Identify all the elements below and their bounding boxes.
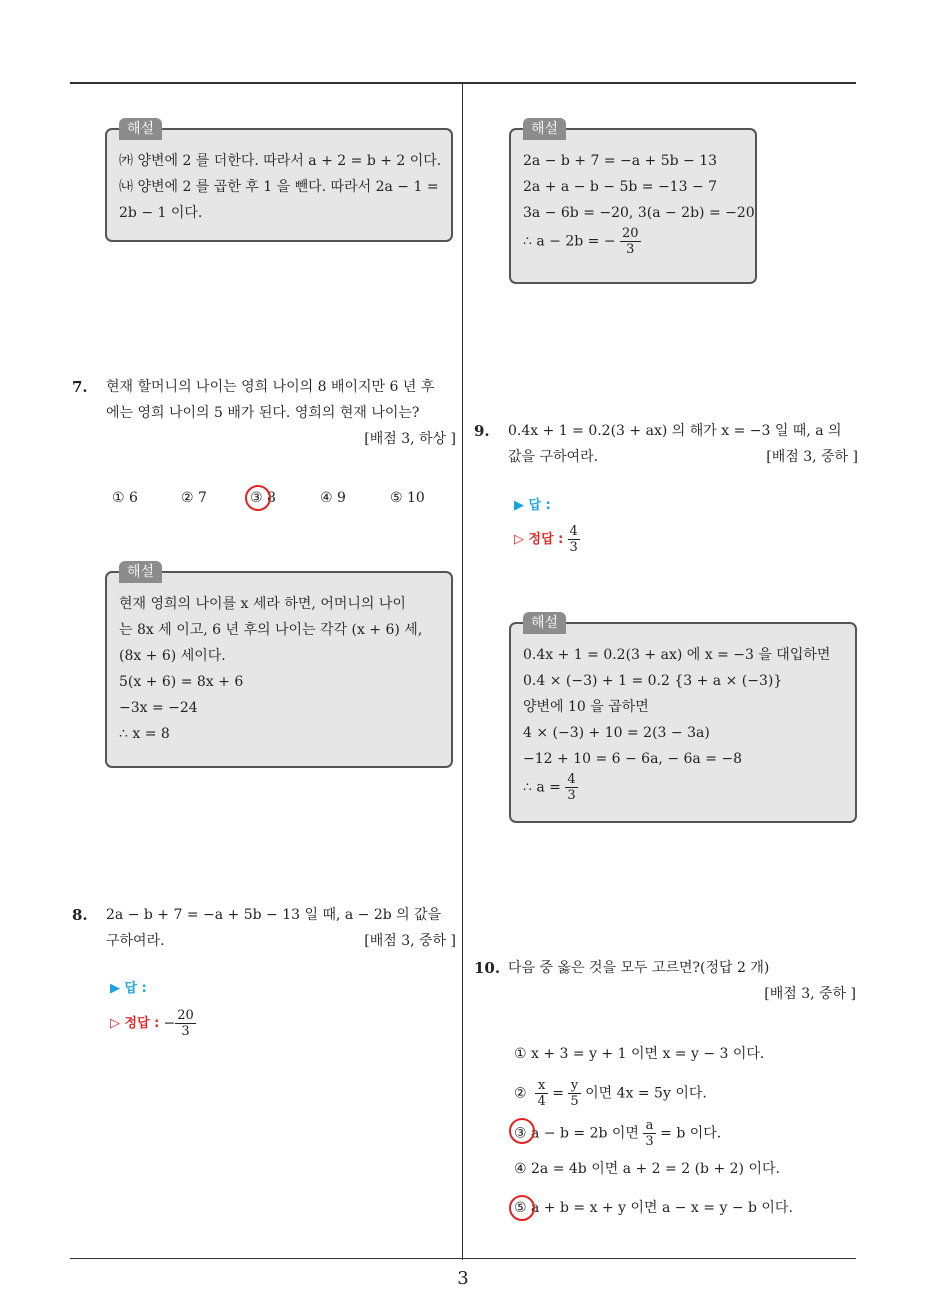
score-label: [배점 3, 중하 ] bbox=[766, 449, 858, 465]
solution-tab: 해설 bbox=[119, 561, 162, 583]
column-divider bbox=[462, 84, 463, 1260]
fraction-denominator: 4 bbox=[537, 1094, 546, 1109]
solution-line: 2a − b + 7 = −a + 5b − 13 bbox=[523, 153, 718, 169]
solution-line-prefix: ∴ a = bbox=[523, 779, 561, 796]
solution-box-6 bbox=[105, 121, 453, 242]
fraction-denominator: 3 bbox=[569, 540, 578, 555]
choice-1[interactable]: ① 6 bbox=[112, 490, 138, 506]
choice-2[interactable]: ② 7 bbox=[181, 490, 207, 506]
fraction-denominator: 3 bbox=[567, 788, 576, 803]
solution-fraction bbox=[620, 226, 641, 257]
solution-line: 양변에 10 을 곱하면 bbox=[523, 699, 649, 715]
option-fraction bbox=[535, 1078, 547, 1109]
solution-tab: 해설 bbox=[119, 118, 162, 140]
question-text-row bbox=[508, 444, 858, 470]
solution-tab: 해설 bbox=[523, 612, 566, 634]
question-text: 현재 할머니의 나이는 영희 나이의 8 배이지만 6 년 후 bbox=[106, 379, 435, 395]
answer-input-label[interactable]: ▶ 답 : bbox=[514, 498, 551, 513]
solution-line: −12 + 10 = 6 − 6a, − 6a = −8 bbox=[523, 751, 743, 767]
question-text: 2a − b + 7 = −a + 5b − 13 일 때, a − 2b 의 값을 bbox=[106, 907, 442, 923]
solution-line: 0.4x + 1 = 0.2(3 + ax) 에 x = −3 을 대입하면 bbox=[523, 647, 831, 663]
option-fraction bbox=[568, 1078, 580, 1109]
option-4[interactable]: ④ 2a = 4b 이면 a + 2 = 2 (b + 2) 이다. bbox=[514, 1161, 780, 1177]
selected-answer-circle-icon bbox=[245, 485, 271, 511]
option-text: 이면 4x = 5y 이다. bbox=[585, 1085, 707, 1102]
solution-line: ㈏ 양변에 2 를 곱한 후 1 을 뺀다. 따라서 2a − 1 = bbox=[119, 179, 439, 195]
option-text: = b 이다. bbox=[660, 1125, 722, 1142]
fraction-numerator: x bbox=[535, 1078, 547, 1094]
option-3[interactable] bbox=[514, 1118, 721, 1149]
correct-answer-label: ▷ 정답 : bbox=[110, 1016, 160, 1031]
answer-input-label[interactable]: ▶ 답 : bbox=[110, 981, 147, 996]
score-label: [배점 3, 하상 ] bbox=[364, 431, 456, 447]
question-9 bbox=[474, 418, 858, 478]
fraction-numerator: 4 bbox=[569, 524, 578, 539]
option-2[interactable] bbox=[514, 1078, 707, 1109]
question-10 bbox=[474, 955, 856, 1011]
option-mark: ② bbox=[514, 1085, 527, 1102]
question-text-row bbox=[106, 928, 456, 954]
question-7 bbox=[72, 374, 456, 454]
option-5[interactable]: ⑤ a + b = x + y 이면 a − x = y − b 이다. bbox=[514, 1200, 793, 1216]
fraction-denominator: 3 bbox=[181, 1024, 190, 1039]
question-text: 에는 영희 나이의 5 배가 된다. 영희의 현재 나이는? bbox=[106, 405, 420, 421]
solution-tab: 해설 bbox=[523, 118, 566, 140]
fraction-denominator: 5 bbox=[570, 1094, 579, 1109]
top-rule bbox=[70, 82, 856, 84]
solution-line: ㈎ 양변에 2 를 더한다. 따라서 a + 2 = b + 2 이다. bbox=[119, 153, 442, 169]
option-equals: = bbox=[552, 1085, 564, 1102]
selected-answer-circle-icon bbox=[509, 1118, 535, 1144]
choice-3[interactable]: ③ 8 bbox=[250, 490, 276, 506]
option-1[interactable]: ① x + 3 = y + 1 이면 x = y − 3 이다. bbox=[514, 1046, 765, 1062]
question-number: 9. bbox=[474, 422, 490, 440]
choice-4[interactable]: ④ 9 bbox=[320, 490, 346, 506]
question-text: 0.4x + 1 = 0.2(3 + ax) 의 해가 x = −3 일 때, a 의 bbox=[508, 423, 842, 439]
solution-line bbox=[523, 226, 743, 257]
question-number: 8. bbox=[72, 906, 88, 924]
solution-box-7 bbox=[105, 564, 453, 768]
solution-line: 2b − 1 이다. bbox=[119, 205, 203, 221]
question-text: 값을 구하여라. bbox=[508, 449, 599, 465]
fraction-denominator: 3 bbox=[626, 242, 635, 257]
question-text: 다음 중 옳은 것을 모두 고르면?(정답 2 개) bbox=[508, 960, 770, 976]
question-number: 10. bbox=[474, 959, 501, 977]
solution-line: (8x + 6) 세이다. bbox=[119, 648, 226, 664]
bottom-rule bbox=[70, 1258, 856, 1259]
fraction-numerator: y bbox=[568, 1078, 580, 1094]
correct-answer bbox=[514, 524, 580, 555]
correct-answer-sign: − bbox=[163, 1015, 176, 1032]
solution-line: 는 8x 세 이고, 6 년 후의 나이는 각각 (x + 6) 세, bbox=[119, 622, 423, 638]
solution-line: −3x = −24 bbox=[119, 700, 198, 716]
solution-line-prefix: ∴ a − 2b = − bbox=[523, 233, 616, 250]
selected-answer-circle-icon bbox=[509, 1195, 535, 1221]
question-8 bbox=[72, 902, 456, 962]
solution-line: 현재 영희의 나이를 x 세라 하면, 어머니의 나이 bbox=[119, 596, 406, 612]
solution-line: 5(x + 6) = 8x + 6 bbox=[119, 674, 244, 690]
question-text: 구하여라. bbox=[106, 933, 165, 949]
fraction-numerator: 20 bbox=[622, 226, 639, 241]
fraction-numerator: 4 bbox=[567, 772, 576, 787]
fraction-numerator: a bbox=[643, 1118, 655, 1134]
solution-line: ∴ x = 8 bbox=[119, 726, 170, 742]
page-number: 3 bbox=[457, 1268, 469, 1289]
solution-line: 4 × (−3) + 10 = 2(3 − 3a) bbox=[523, 725, 710, 741]
question-number: 7. bbox=[72, 378, 88, 396]
correct-answer-label: ▷ 정답 : bbox=[514, 532, 564, 547]
solution-line: 0.4 × (−3) + 1 = 0.2 {3 + a × (−3)} bbox=[523, 673, 783, 689]
choice-5[interactable]: ⑤ 10 bbox=[390, 490, 425, 506]
score-label: [배점 3, 중하 ] bbox=[764, 986, 856, 1002]
solution-line bbox=[523, 772, 843, 803]
correct-answer bbox=[110, 1008, 196, 1039]
option-text: ③ a − b = 2b 이면 bbox=[514, 1125, 639, 1142]
fraction-numerator: 20 bbox=[177, 1008, 194, 1023]
score-label: [배점 3, 중하 ] bbox=[364, 933, 456, 949]
solution-box-8 bbox=[509, 121, 757, 284]
fraction-denominator: 3 bbox=[645, 1134, 654, 1149]
solution-box-9 bbox=[509, 615, 857, 823]
correct-answer-fraction bbox=[175, 1008, 196, 1039]
solution-line: 2a + a − b − 5b = −13 − 7 bbox=[523, 179, 718, 195]
correct-answer-fraction bbox=[568, 524, 580, 555]
option-fraction bbox=[643, 1118, 655, 1149]
solution-line: 3a − 6b = −20, 3(a − 2b) = −20 bbox=[523, 205, 755, 221]
solution-fraction bbox=[565, 772, 577, 803]
